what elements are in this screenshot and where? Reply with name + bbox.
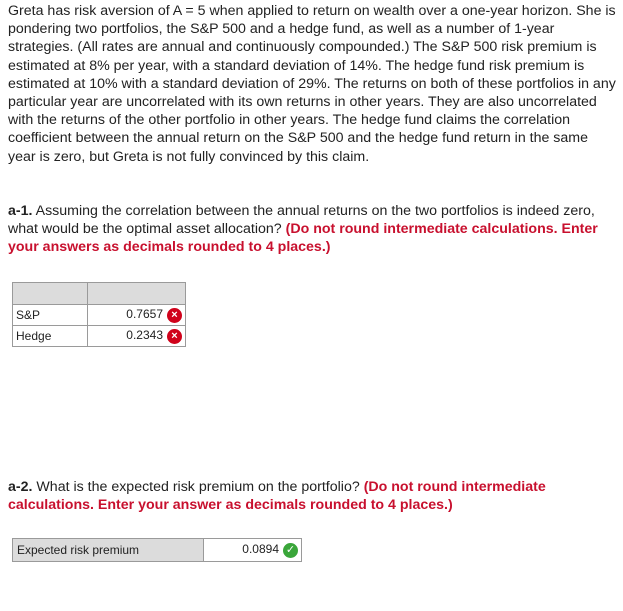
risk-premium-table — [12, 538, 302, 562]
incorrect-icon: × — [167, 308, 182, 323]
allocation-table — [12, 282, 186, 347]
question-a2 — [8, 478, 616, 514]
question-a1 — [8, 202, 616, 257]
sp-label: S&P — [13, 305, 88, 326]
table-header-row — [13, 283, 186, 305]
a1-label: a-1. — [8, 203, 33, 219]
header-cell — [13, 283, 88, 305]
correct-icon: ✓ — [283, 543, 298, 558]
a1-instruction: (Do not round intermediate calculations. Enter your answers as decimals rounded to 4 places.) — [8, 221, 598, 256]
hedge-label: Hedge — [13, 326, 88, 347]
sp-answer-cell[interactable] — [88, 305, 186, 326]
expected-risk-premium-label: Expected risk premium — [13, 539, 204, 562]
incorrect-icon: × — [167, 329, 182, 344]
table-row — [13, 326, 186, 347]
problem-intro: Greta has risk aversion of A = 5 when applied to return on wealth over a one-year horizon. She is pondering two portfolios, the S&P 500 and a hedge fund, as well as a number of 1-year strategies. (All rates are annual and continuously compounded.) The S&P 500 risk premium is estimated at 8% per year, with a standard deviation of 14%. The hedge fund risk premium is estimated at 10% with a standard deviation of 29%. The returns on both of these portfolios in any particular year are uncorrelated with its own returns in other years. They are also uncorrelated with the returns of the other portfolio in other years. The hedge fund claims the correlation coefficient between the annual return on the S&P 500 and the hedge fund return in the same year is zero, but Greta is not fully convinced by this claim. — [8, 3, 616, 165]
table-row — [13, 539, 302, 562]
sp-answer-input[interactable]: 0.7657 — [126, 307, 163, 322]
a2-question: What is the expected risk premium on the portfolio? — [36, 479, 360, 495]
hedge-answer-cell[interactable] — [88, 326, 186, 347]
hedge-answer-input[interactable]: 0.2343 — [126, 328, 163, 343]
table-row — [13, 305, 186, 326]
problem-statement — [8, 2, 616, 166]
a2-instruction: (Do not round intermediate calculations. Enter your answer as decimals rounded to 4 places.) — [8, 479, 546, 514]
expected-risk-premium-input[interactable]: 0.0894 — [242, 542, 279, 557]
header-cell — [88, 283, 186, 305]
a1-question: Assuming the correlation between the annual returns on the two portfolios is indeed zero, what would be the optimal asset allocation? — [8, 203, 595, 238]
expected-risk-premium-cell[interactable] — [204, 539, 302, 562]
a2-label: a-2. — [8, 479, 33, 495]
